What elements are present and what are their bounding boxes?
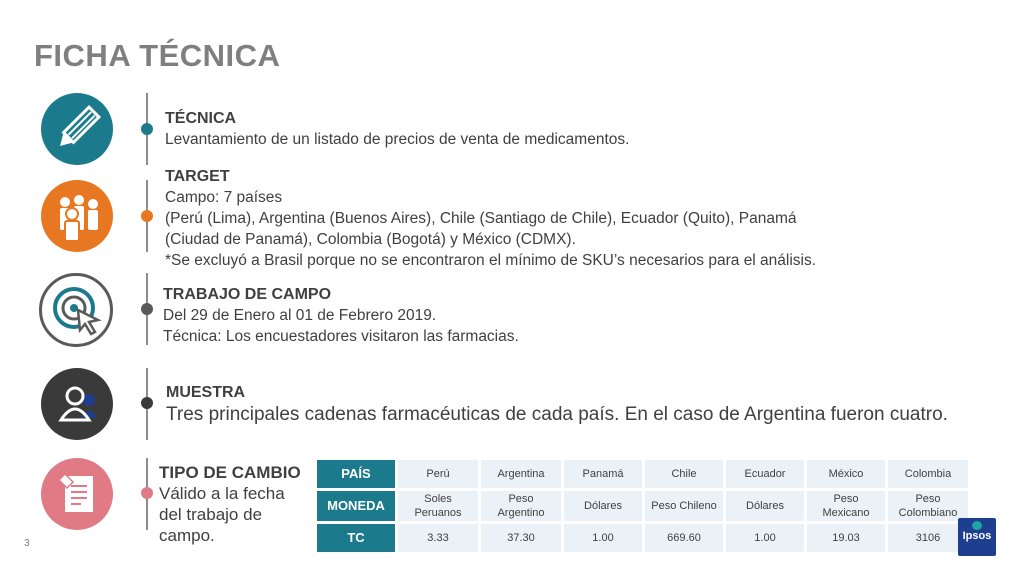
page-title: FICHA TÉCNICA (34, 38, 281, 73)
table-row-pais (317, 460, 968, 488)
table-cell-moneda: Dólares (564, 491, 642, 521)
table-row-moneda (317, 491, 968, 521)
section-target-line: (Perú (Lima), Argentina (Buenos Aires), Chile (Santiago de Chile), Ecuador (Quito), Panamá (165, 210, 797, 227)
table-cell-tc: 3106 (888, 524, 968, 552)
users-icon (41, 368, 113, 440)
logo-mark-icon (972, 521, 982, 530)
section-muestra-text: Tres principales cadenas farmacéuticas de cada país. En el caso de Argentina fueron cuatro. (166, 404, 948, 425)
table-cell-moneda: Peso Mexicano (807, 491, 885, 521)
exchange-rate-table (314, 457, 971, 555)
row-header-pais: PAÍS (317, 460, 395, 488)
timeline-dot-target (141, 210, 153, 222)
table-cell-moneda: Dólares (726, 491, 804, 521)
section-target-line: *Se excluyó a Brasil porque no se encontraron el mínimo de SKU’s necesarios para el análisis. (165, 252, 817, 269)
target-cursor-icon (42, 276, 110, 344)
section-tecnica (165, 109, 629, 150)
section-tipo-cambio (159, 463, 301, 546)
table-cell-pais: Colombia (888, 460, 968, 488)
table-cell-tc: 3.33 (398, 524, 478, 552)
section-cambio-heading: TIPO DE CAMBIO (159, 463, 301, 482)
section-tecnica-heading: TÉCNICA (165, 110, 237, 127)
table-cell-tc: 19.03 (807, 524, 885, 552)
table-cell-pais: México (807, 460, 885, 488)
timeline-dot-cambio (141, 487, 153, 499)
table-row-tc (317, 524, 968, 552)
table-cell-moneda: Peso Chileno (645, 491, 723, 521)
table-cell-pais: Panamá (564, 460, 642, 488)
section-trabajo-campo (163, 285, 519, 347)
ipsos-logo (958, 518, 996, 556)
timeline-dot-tecnica (141, 123, 153, 135)
table-cell-tc: 1.00 (726, 524, 804, 552)
row-header-moneda: MONEDA (317, 491, 395, 521)
row-header-tc: TC (317, 524, 395, 552)
table-cell-moneda: Peso Argentino (481, 491, 561, 521)
people-icon (41, 180, 113, 252)
table-cell-moneda: Soles Peruanos (398, 491, 478, 521)
table-cell-moneda: Peso Colombiano (888, 491, 968, 521)
page-number: 3 (24, 538, 30, 549)
table-cell-tc: 669.60 (645, 524, 723, 552)
section-tecnica-text: Levantamiento de un listado de precios de venta de medicamentos. (165, 131, 630, 148)
table-cell-pais: Chile (645, 460, 723, 488)
muestra-icon-circle (41, 368, 113, 440)
section-muestra (166, 383, 948, 427)
timeline-dot-muestra (141, 397, 153, 409)
section-target-heading: TARGET (165, 168, 230, 185)
section-cambio-line: del trabajo de (159, 505, 263, 524)
section-target (165, 167, 816, 271)
table-cell-pais: Ecuador (726, 460, 804, 488)
section-muestra-heading: MUESTRA (166, 384, 246, 401)
timeline-dot-campo (141, 303, 153, 315)
tecnica-icon-circle (41, 93, 113, 165)
table-cell-tc: 37.30 (481, 524, 561, 552)
section-cambio-line: Válido a la fecha (159, 484, 285, 503)
document-icon (41, 458, 113, 530)
section-campo-line: Del 29 de Enero al 01 de Febrero 2019. (163, 307, 437, 324)
table-cell-tc: 1.00 (564, 524, 642, 552)
logo-text: Ipsos (962, 530, 992, 542)
section-campo-heading: TRABAJO DE CAMPO (163, 286, 332, 303)
campo-icon-circle (39, 273, 113, 347)
cambio-icon-circle (41, 458, 113, 530)
section-target-line: (Ciudad de Panamá), Colombia (Bogotá) y México (CDMX). (165, 231, 576, 248)
table-cell-pais: Argentina (481, 460, 561, 488)
pencil-icon (41, 93, 113, 165)
section-campo-line: Técnica: Los encuestadores visitaron las farmacias. (163, 328, 519, 345)
table-cell-pais: Perú (398, 460, 478, 488)
section-cambio-line: campo. (159, 526, 215, 545)
section-target-line: Campo: 7 países (165, 189, 283, 206)
target-icon-circle (41, 180, 113, 252)
